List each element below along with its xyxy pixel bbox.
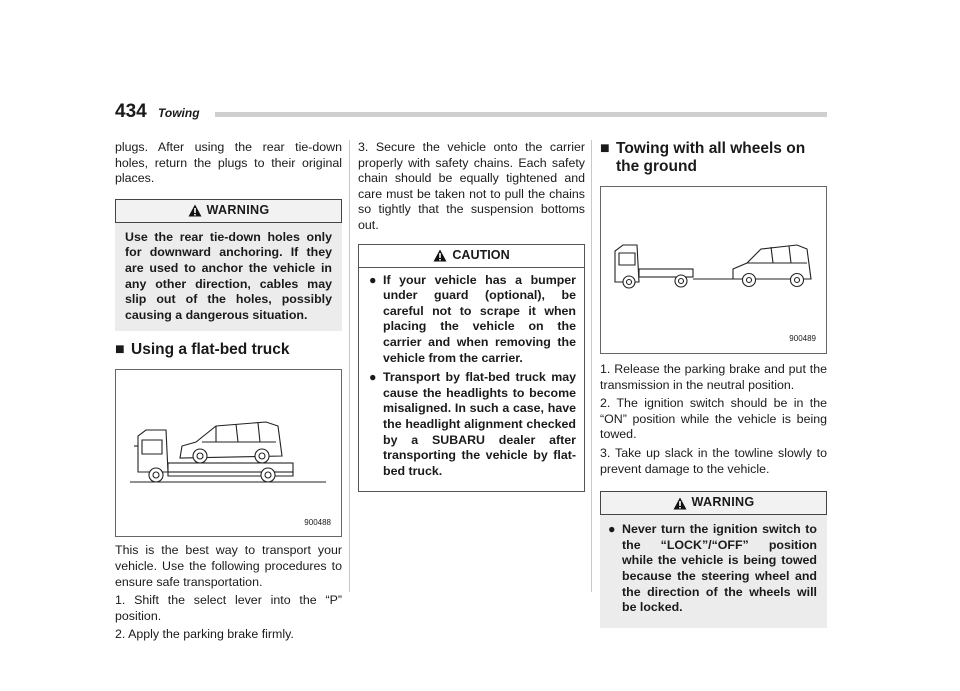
- caution-body: [359, 268, 584, 492]
- step-item: 3. Secure the vehicle onto the carrier properly with safety chains. Each safety chain should be equally tightened and care must be taken not to pull the chains so tightly that the suspension bottoms out.: [358, 140, 585, 232]
- warning-box: [600, 491, 827, 628]
- column-1: [115, 140, 342, 646]
- step-list: [600, 362, 827, 477]
- header-rule: [215, 112, 827, 117]
- column-divider: [349, 140, 350, 592]
- section-title: Using a flat-bed truck: [131, 341, 290, 359]
- step-item: 3. Take up slack in the towline slowly to prevent damage to the vehicle.: [600, 445, 827, 476]
- warning-triangle-icon: [188, 204, 202, 217]
- figure-id: 900488: [304, 517, 331, 527]
- warning-body: [600, 515, 827, 616]
- caution-bullet: [367, 273, 576, 367]
- warning-bullet: [606, 522, 817, 616]
- flatbed-truck-figure: [115, 369, 342, 537]
- towing-figure: [600, 186, 827, 354]
- bullet-dot-icon: ●: [369, 272, 377, 287]
- caution-bullet: [367, 370, 576, 479]
- square-marker-icon: ■: [115, 341, 125, 359]
- step-item: 2. The ignition switch should be in the “ON” position while the vehicle is being towed.: [600, 396, 827, 442]
- column-divider: [591, 140, 592, 592]
- section-heading: [115, 341, 342, 359]
- square-marker-icon: ■: [600, 140, 610, 157]
- column-3: [600, 140, 827, 628]
- flatbed-truck-illustration: [116, 370, 341, 536]
- intro-paragraph: plugs. After using the rear tie-down holes, return the plugs to their original places.: [115, 140, 342, 186]
- section-heading: [600, 140, 827, 176]
- column-2: [358, 140, 585, 492]
- towing-illustration: [601, 187, 826, 353]
- warning-title: WARNING: [691, 495, 755, 510]
- caution-title: CAUTION: [452, 247, 510, 262]
- figure-id: 900489: [789, 334, 816, 344]
- warning-bullet-text: Never turn the ignition switch to the “LOCK”/“OFF” position while the vehicle is being towed because the steering wheel and the direction of the wheels will be locked.: [622, 522, 817, 615]
- section-title: Towing with all wheels on the ground: [616, 140, 806, 175]
- caution-header: [359, 245, 584, 268]
- warning-box: [115, 199, 342, 332]
- bullet-dot-icon: ●: [608, 522, 616, 537]
- warning-title: WARNING: [206, 202, 270, 217]
- page-section-title: Towing: [158, 106, 200, 120]
- bullet-dot-icon: ●: [369, 370, 377, 385]
- step-item: 1. Shift the select lever into the “P” position.: [115, 593, 342, 623]
- step-item: 2. Apply the parking brake firmly.: [115, 627, 294, 642]
- warning-triangle-icon: [673, 497, 687, 510]
- page-header: [115, 101, 827, 125]
- warning-header: [115, 199, 342, 223]
- caution-bullet-text: If your vehicle has a bumper under guard (optional), be careful not to scrape it when placing the vehicle on the carrier and when removing the vehicle from the carrier.: [383, 272, 576, 365]
- step-item: 1. Release the parking brake and put the transmission in the neutral position.: [600, 362, 827, 392]
- caution-bullet-text: Transport by flat-bed truck may cause the headlights to become misaligned. In such a case, have the headlight alignment checked by a SUBARU dealer after transporting the vehicle by flat-bed truck.: [383, 370, 576, 478]
- body-paragraph: This is the best way to transport your vehicle. Use the following procedures to ensure safe transportation.: [115, 543, 342, 589]
- warning-text: Use the rear tie-down holes only for downward anchoring. If they are used to anchor the vehicle in any other direction, cables may slip out of the holes, possibly causing a dangerous situation.: [125, 229, 332, 322]
- page-number: 434: [115, 101, 147, 122]
- warning-triangle-icon: [433, 249, 447, 262]
- caution-box: [358, 244, 585, 493]
- warning-header: [600, 491, 827, 515]
- step-list: [115, 593, 342, 643]
